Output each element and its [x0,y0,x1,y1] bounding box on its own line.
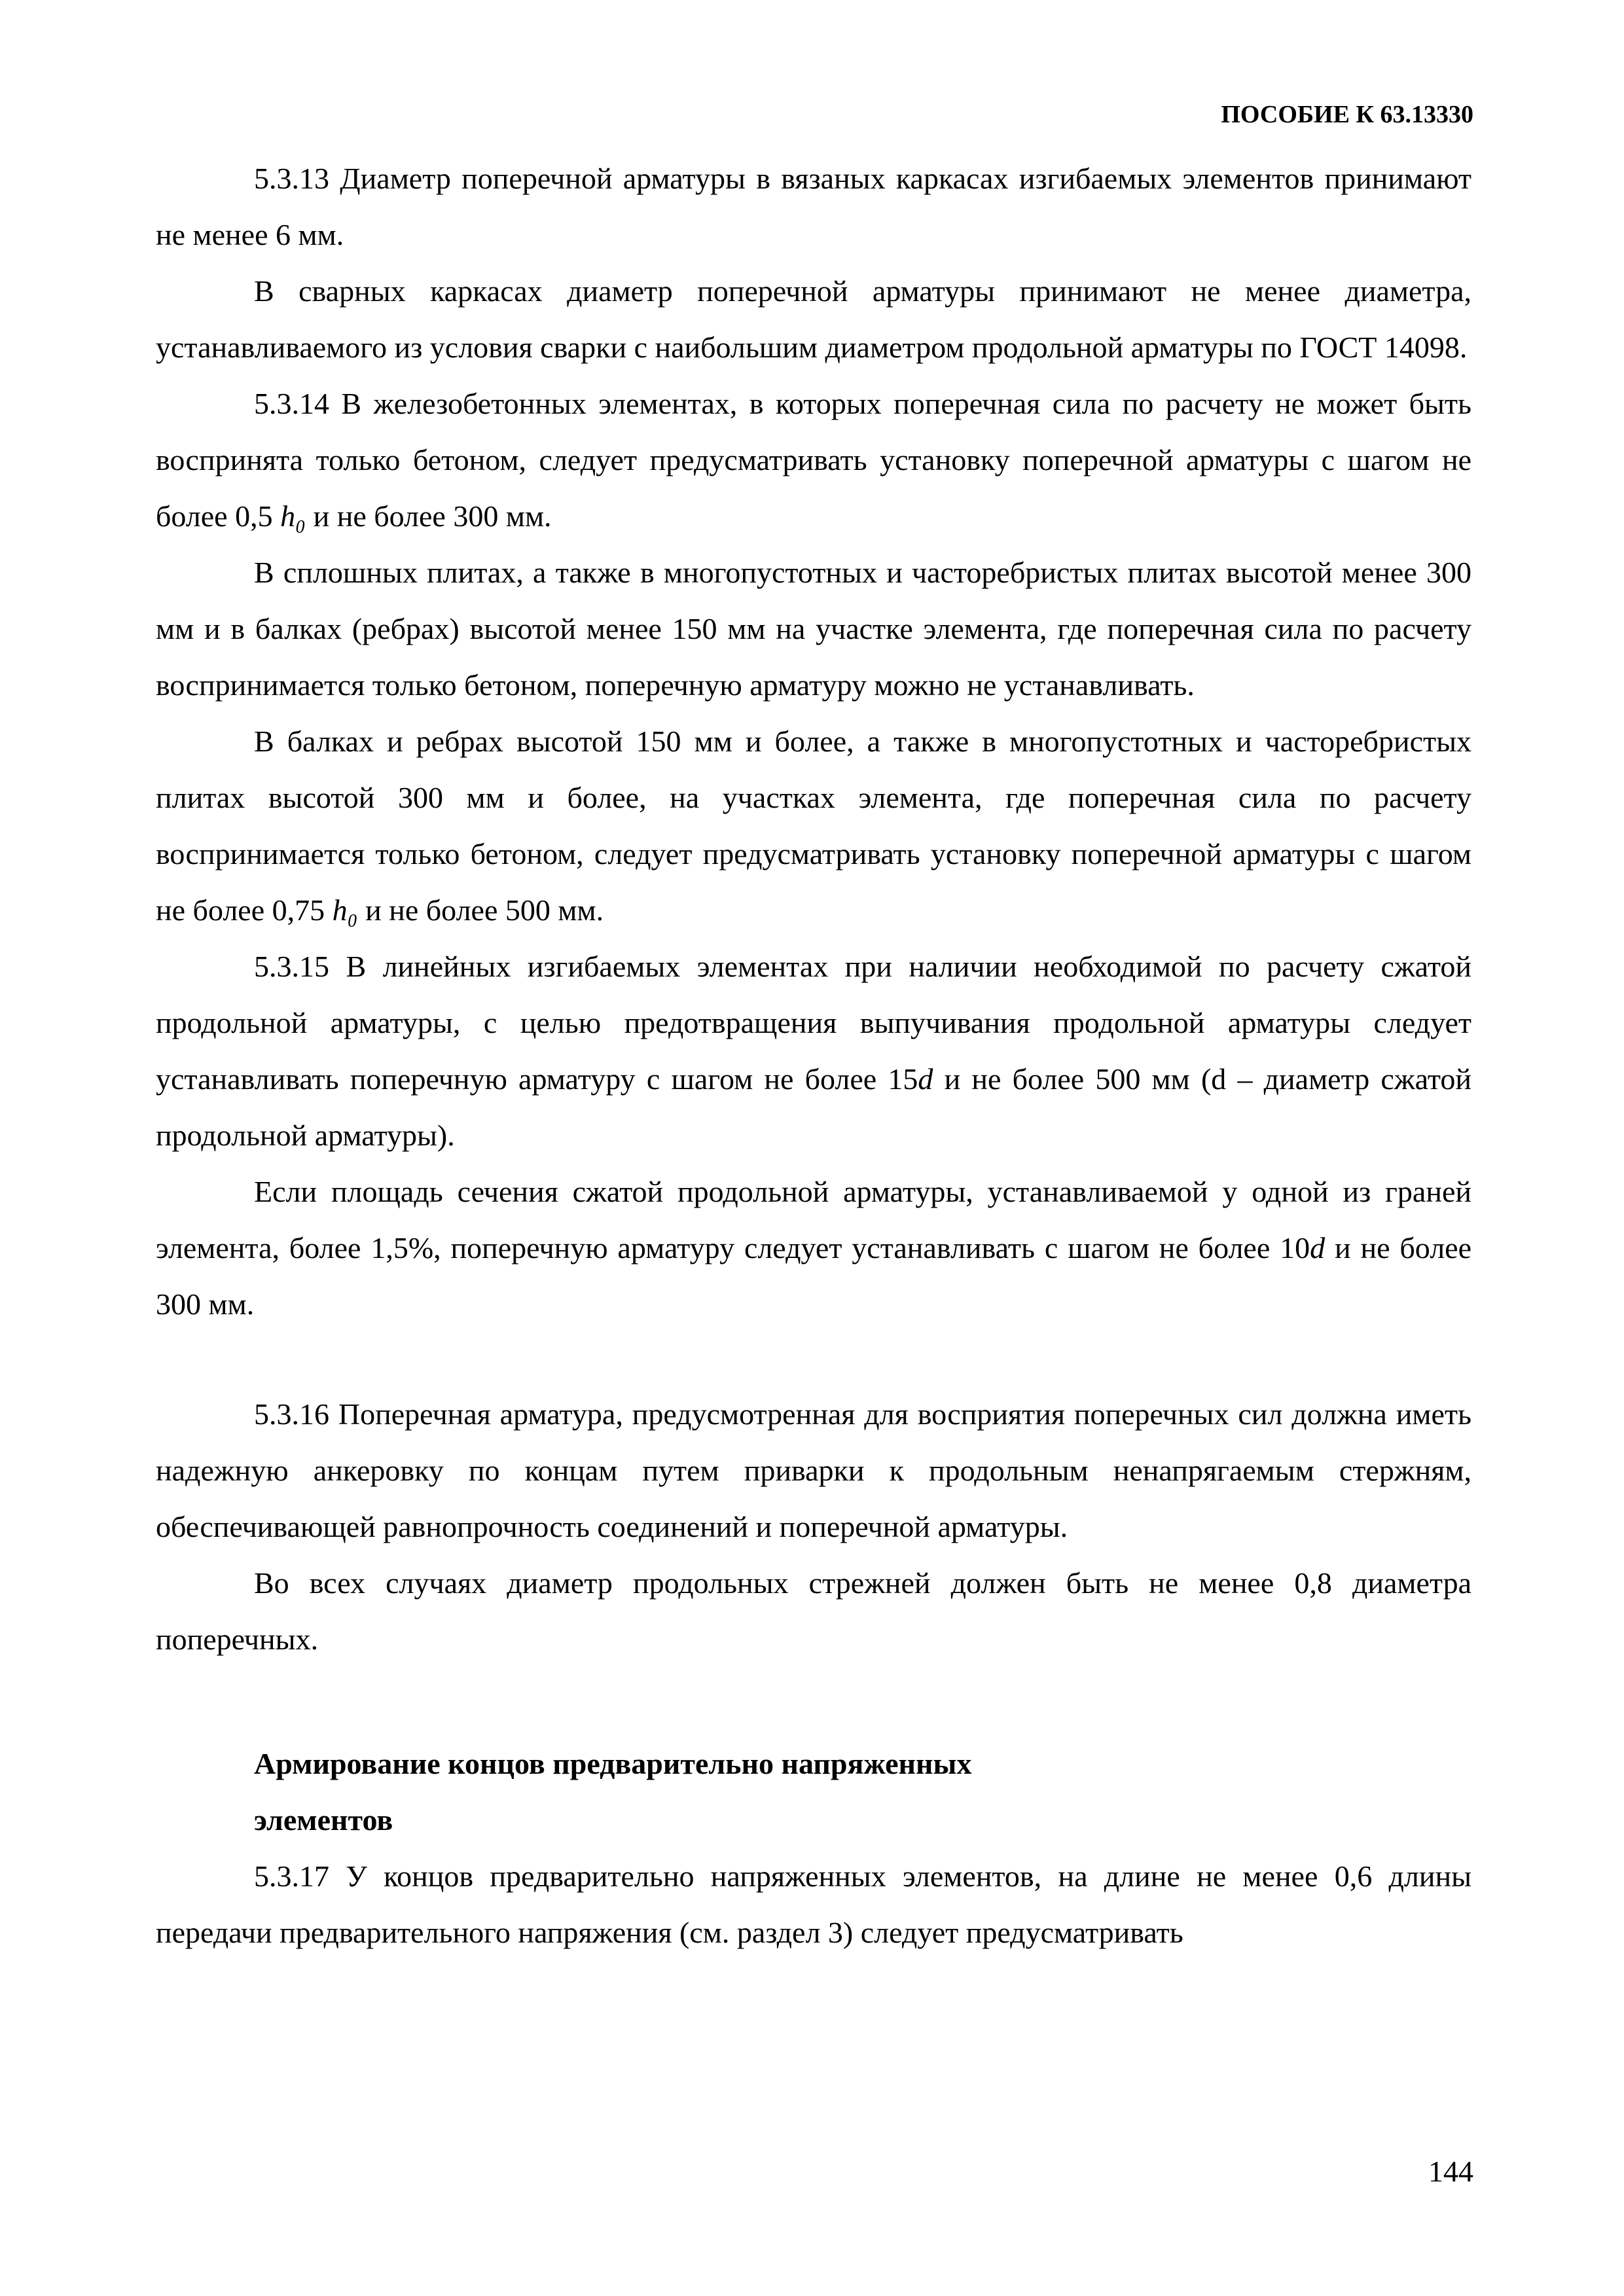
page-number: 144 [1428,2155,1473,2188]
var-h0: h₀ [280,499,306,533]
spacer [156,1333,1471,1386]
var-d: d [1310,1231,1326,1265]
paragraph-longitudinal-bars: Во всех случаях диаметр продольных стрежней должен быть не менее 0,8 диаметра поперечных. [156,1566,1471,1656]
paragraph-5-3-16: 5.3.16 Поперечная арматура, предусмотренная для восприятия поперечных сил должна иметь надежную анкеровку по концам путем приварки к продольным ненапрягаемым стержням, обеспечивающей равнопрочность соединений и поперечной арматуры. [156,1397,1471,1543]
var-h0: h₀ [332,893,358,927]
running-header: ПОСОБИЕ К 63.13330 [1221,101,1473,128]
paragraph-5-3-14: 5.3.14 В железобетонных элементах, в которых поперечная сила по расчету не может быть воспринята только бетоном, следует предусматривать установку поперечной арматуры с шагом не более 0,5 h₀ и не более 300 мм. [156,387,1471,533]
spacer [156,1668,1471,1736]
section-heading [156,1736,1471,1848]
paragraph-solid-slabs: В сплошных плитах, а также в многопустотных и часторебристых плитах высотой менее 300 мм и в балках (ребрах) высотой менее 150 мм на участке элемента, где поперечная сила по расчету воспринимается только бетоном, поперечную арматуру можно не устанавливать. [156,556,1471,702]
section-heading-line-1: Армирование концов предварительно напряженных [254,1747,972,1780]
paragraph-welded-frames: В сварных каркасах диаметр поперечной арматуры принимают не менее диаметра, устанавливаемого из условия сварки с наибольшим диаметром продольной арматуры по ГОСТ 14098. [156,274,1471,364]
paragraph-5-3-15: 5.3.15 В линейных изгибаемых элементах при наличии необходимой по расчету сжатой продольной арматуры, с целью предотвращения выпучивания продольной арматуры следует устанавливать поперечную арматуру с шагом не более 15d и не более 500 мм (d – диаметр сжатой продольной арматуры). [156,950,1471,1152]
var-d: d [918,1062,933,1096]
paragraph-beams-ribs: В балках и ребрах высотой 150 мм и более, а также в многопустотных и часторебристых плитах высотой 300 мм и более, на участках элемента, где поперечная сила по расчету воспринимается только бетоном, следует предусматривать установку поперечной арматуры с шагом не более 0,75 h₀ и не более 500 мм. [156,725,1471,927]
section-heading-line-2: элементов [254,1803,393,1837]
document-body [156,151,1471,1961]
paragraph-compressed-area: Если площадь сечения сжатой продольной арматуры, устанавливаемой у одной из граней элемента, более 1,5%, поперечную арматуру следует устанавливать с шагом не более 10d и не более 300 мм. [156,1175,1471,1321]
paragraph-5-3-17: 5.3.17 У концов предварительно напряженных элементов, на длине не менее 0,6 длины передачи предварительного напряжения (см. раздел 3) следует предусматривать [156,1859,1471,1949]
paragraph-5-3-13: 5.3.13 Диаметр поперечной арматуры в вязаных каркасах изгибаемых элементов принимают не менее 6 мм. [156,162,1471,251]
